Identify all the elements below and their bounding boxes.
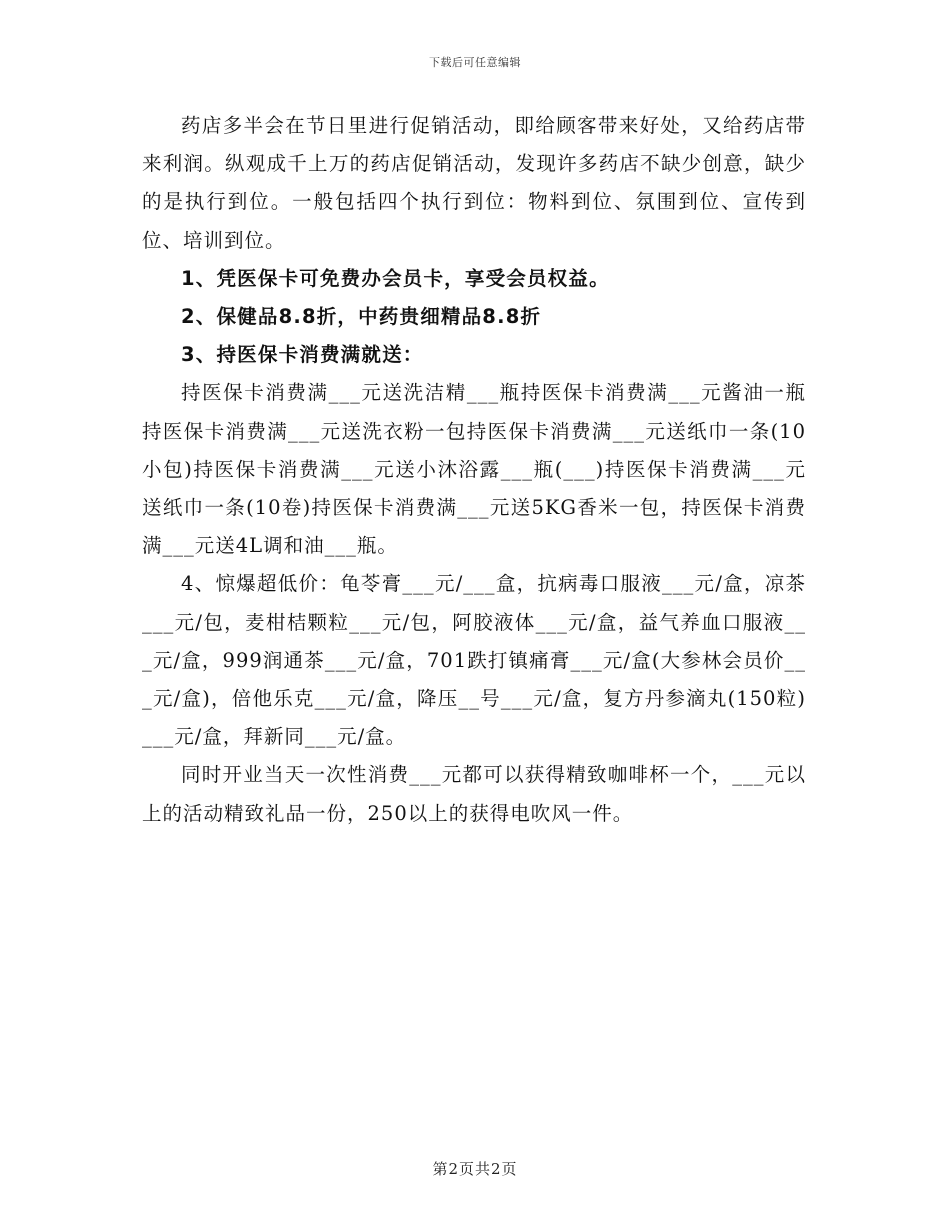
promo-item-4-low-prices: 4、惊爆超低价：龟苓膏___元/___盒，抗病毒口服液___元/盒，凉茶___元/包，麦柑桔颗粒___元/包，阿胶液体___元/盒，益气养血口服液___元/盒，999润通茶___元/盒，701跌打镇痛膏___元/盒(大参林会员价___元/盒)，倍他乐克___元/盒，降压__号___元/盒，复方丹参滴丸(150粒)___元/盒，拜新同___元/盒。 [142,572,806,749]
promo-item-3-details: 持医保卡消费满___元送洗洁精___瓶持医保卡消费满___元酱油一瓶持医保卡消费满___元送洗衣粉一包持医保卡消费满___元送纸巾一条(10小包)持医保卡消费满___元送小沐浴露___瓶(___)持医保卡消费满___元送纸巾一条(10卷)持医保卡消费满___元送5KG香米一包，持医保卡消费满___元送4L调和油___瓶。 [142,381,806,558]
promo-item-1: 1、凭医保卡可免费办会员卡，享受会员权益。 [181,266,610,290]
promo-item-2: 2、保健品8.8折，中药贵细精品8.8折 [181,305,542,329]
page-footer: 第2页共2页 [432,1160,518,1178]
document-body [142,107,806,833]
intro-paragraph: 药店多半会在节日里进行促销活动，即给顾客带来好处，又给药店带来利润。纵观成千上万的药店促销活动，发现许多药店不缺少创意，缺少的是执行到位。一般包括四个执行到位：物料到位、氛围到位、宣传到位、培训到位。 [142,114,806,252]
opening-day-gifts: 同时开业当天一次性消费___元都可以获得精致咖啡杯一个，___元以上的活动精致礼品一份，250以上的获得电吹风一件。 [142,763,806,825]
page-header: 下载后可任意编辑 [429,56,521,69]
promo-item-3-heading: 3、持医保卡消费满就送： [181,343,424,367]
